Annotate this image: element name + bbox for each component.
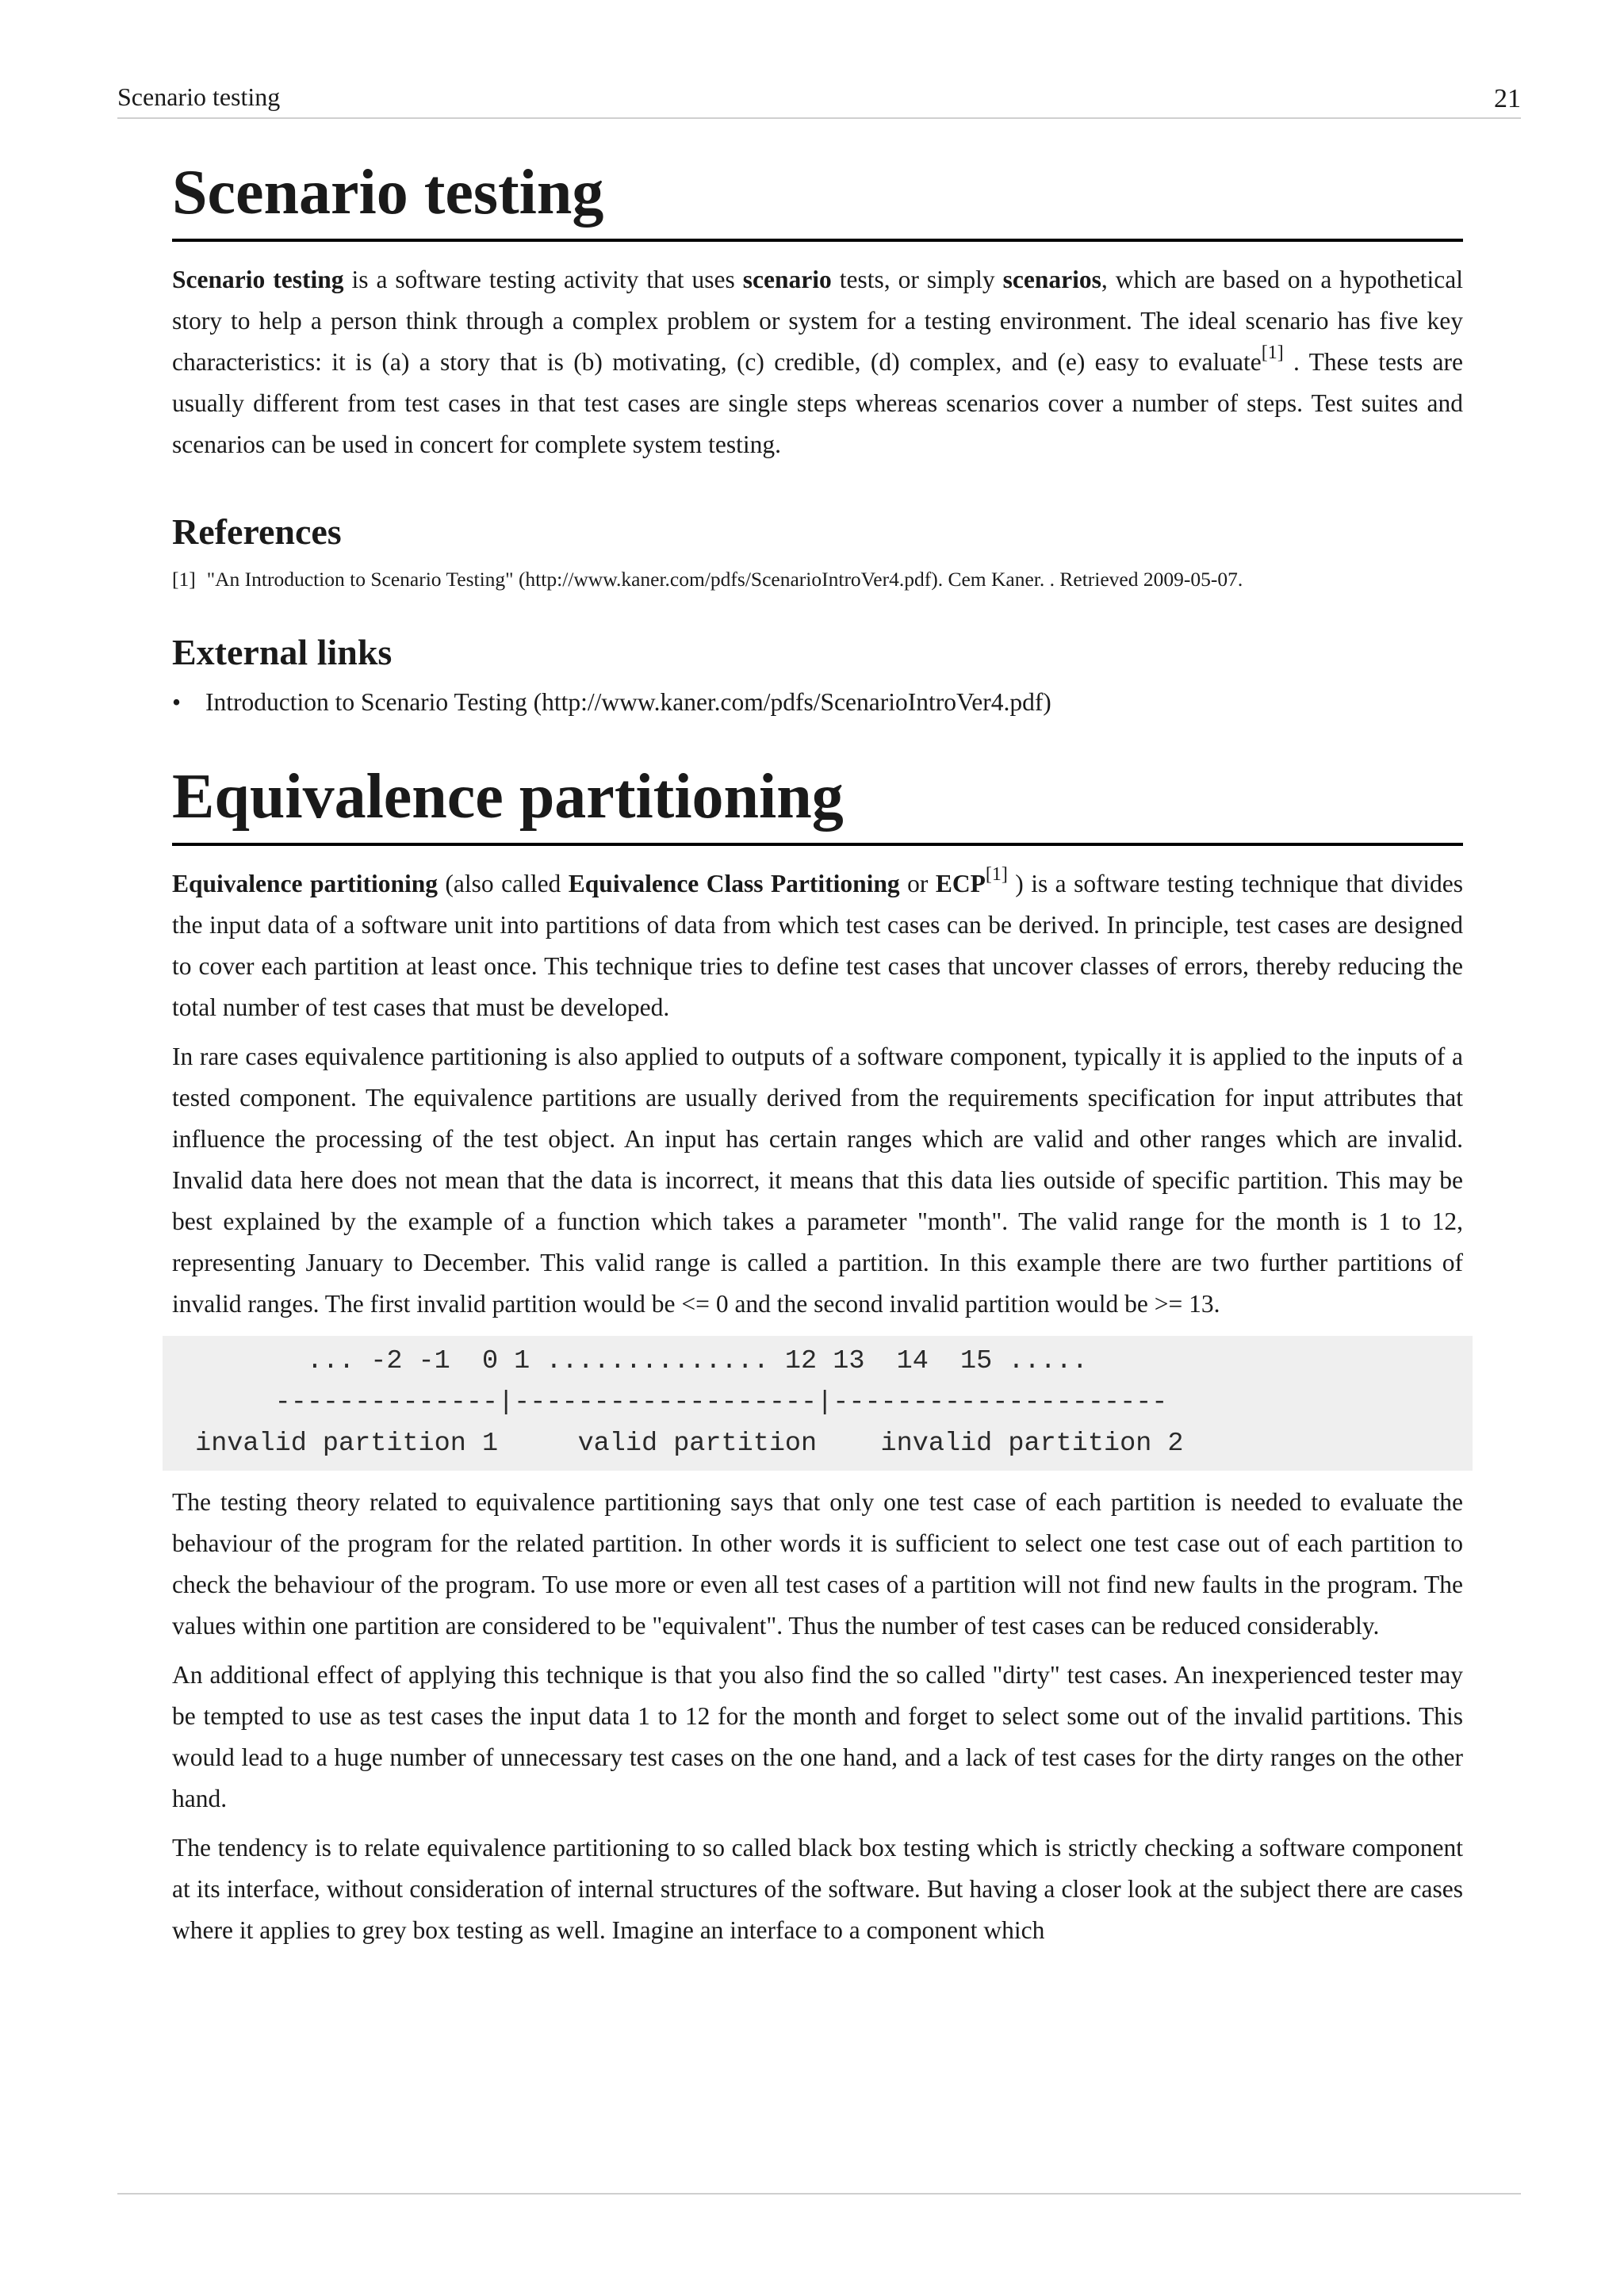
page-content bbox=[172, 155, 1463, 1951]
running-title: Scenario testing bbox=[117, 82, 281, 111]
reference-item bbox=[172, 565, 1463, 594]
bullet-icon: • bbox=[172, 688, 182, 716]
equivalence-intro-paragraph: Equivalence partitioning (also called Equivalence Class Partitioning or ECP[1] ) is a software testing technique that divides the input data of a software unit into partitions of data from which test cases can be derived. In principle, test cases are designed to cover each partition at least once. This technique tries to define test cases that uncover classes of errors, thereby reducing the total number of test cases that must be developed. bbox=[172, 863, 1463, 1021]
bold-term: Equivalence partitioning bbox=[172, 870, 438, 897]
partition-diagram-code-block: ... -2 -1 0 1 .............. 12 13 14 15 ..... --------------|-------------------|--------------------- invalid partition 1 valid partition invalid partition 2 bbox=[163, 1336, 1473, 1471]
scenario-intro-paragraph: Scenario testing is a software testing activity that uses scenario tests, or simply scenarios, which are based on a hypothetical story to help a person think through a complex problem or system for a testing environment. The ideal scenario has five key characteristics: it is (a) a story that is (b) motivating, (c) credible, (d) complex, and (e) easy to evaluate[1] . These tests are usually different from test cases in that test cases are single steps whereas scenarios cover a number of steps. Test suites and scenarios can be used in concert for complete system testing. bbox=[172, 266, 1463, 458]
equivalence-paragraph: The testing theory related to equivalence partitioning says that only one test case of each partition is needed to evaluate the behaviour of the program for the related partition. In other words it is sufficient to select one test case out of each partition to check the behaviour of the program. To use more or even all test cases of a partition will not find new faults in the program. The values within one partition are considered to be "equivalent". Thus the number of test cases can be reduced considerably. bbox=[172, 1488, 1463, 1640]
equivalence-paragraph: An additional effect of applying this technique is that you also find the so called "dirty" test cases. An inexperienced tester may be tempted to use as test cases the input data 1 to 12 for the month and forget to select some out of the invalid partitions. This would lead to a huge number of unnecessary test cases on the one hand, and a lack of test cases for the dirty ranges on the other hand. bbox=[172, 1661, 1463, 1812]
equivalence-paragraph: In rare cases equivalence partitioning is also applied to outputs of a software component, typically it is applied to the inputs of a tested component. The equivalence partitions are usually derived from the requirements specification for input attributes that influence the processing of the test object. An input has certain ranges which are valid and other ranges which are invalid. Invalid data here does not mean that the data is incorrect, it means that this data lies outside of specific partition. This may be best explained by the example of a function which takes a parameter "month". The valid range for the month is 1 to 12, representing January to December. This valid range is called a partition. In this example there are two further partitions of invalid ranges. The first invalid partition would be <= 0 and the second invalid partition would be >= 13. bbox=[172, 1043, 1463, 1318]
reference-number: [1] bbox=[172, 568, 196, 591]
reference-link[interactable]: "An Introduction to Scenario Testing" (http://www.kaner.com/pdfs/ScenarioIntroVer4.pdf). Cem Kaner. . Retrieved 2009-05-07. bbox=[206, 568, 1243, 591]
external-link[interactable]: Introduction to Scenario Testing (http://www.kaner.com/pdfs/ScenarioIntroVer4.pdf) bbox=[205, 688, 1051, 716]
references-heading: References bbox=[172, 511, 342, 552]
equivalence-paragraph: The tendency is to relate equivalence partitioning to so called black box testing which is strictly checking a software component at its interface, without consideration of internal structures of the software. But having a closer look at the subject there are cases where it applies to grey box testing as well. Imagine an interface to a component which bbox=[172, 1834, 1463, 1944]
footer-rule bbox=[117, 2193, 1521, 2195]
page-number: 21 bbox=[1494, 84, 1521, 113]
bold-term: scenarios bbox=[1002, 266, 1101, 293]
citation-link[interactable]: [1] bbox=[985, 863, 1008, 885]
running-header bbox=[117, 78, 1521, 119]
external-links-heading: External links bbox=[172, 632, 393, 672]
citation-link[interactable]: [1] bbox=[1261, 342, 1284, 363]
bold-term: ECP bbox=[935, 870, 986, 897]
scenario-testing-title: Scenario testing bbox=[172, 155, 1463, 242]
bold-term: scenario bbox=[742, 266, 832, 293]
external-link-item bbox=[172, 683, 1463, 722]
bold-term: Equivalence Class Partitioning bbox=[568, 870, 900, 897]
equivalence-partitioning-title: Equivalence partitioning bbox=[172, 759, 1463, 846]
bold-term: Scenario testing bbox=[172, 266, 344, 293]
